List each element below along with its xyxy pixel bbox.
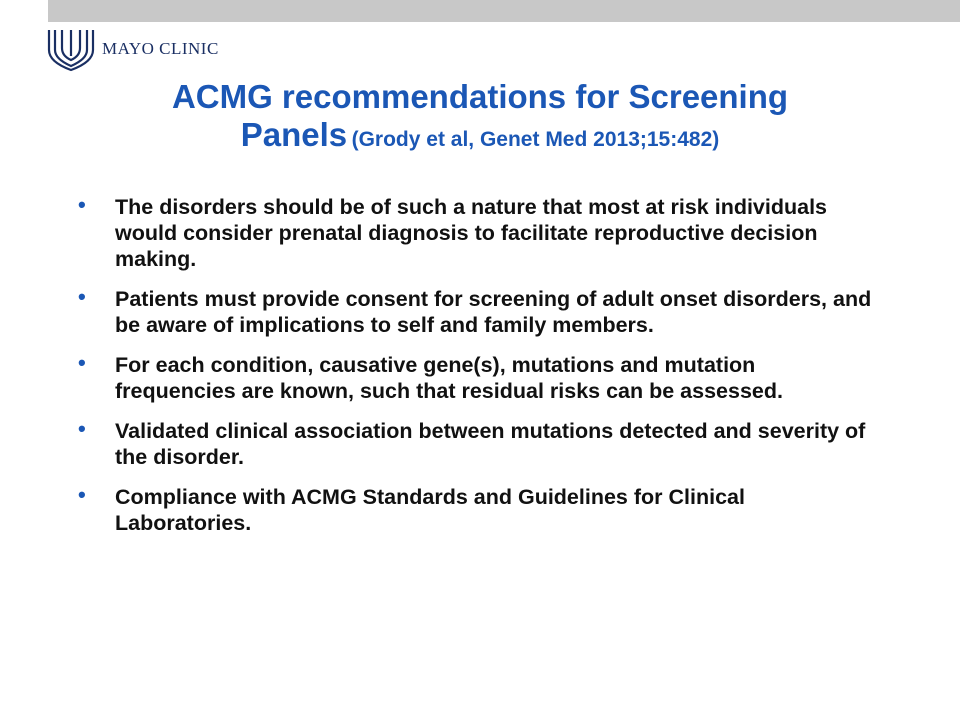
- list-item: [78, 194, 878, 272]
- bullet-text: For each condition, causative gene(s), mutations and mutation frequencies are known, such that residual risks can be assessed.: [115, 353, 783, 403]
- mayo-clinic-logo: [46, 26, 219, 72]
- bullet-dot-icon: •: [78, 482, 86, 507]
- bullet-dot-icon: •: [78, 350, 86, 375]
- bullet-list: [78, 194, 878, 550]
- bullet-text: Compliance with ACMG Standards and Guidelines for Clinical Laboratories.: [115, 485, 745, 535]
- bullet-text: Patients must provide consent for screening of adult onset disorders, and be aware of implications to self and family members.: [115, 287, 872, 337]
- title-citation: (Grody et al, Genet Med 2013;15:482): [351, 128, 720, 151]
- title-line-2: [40, 116, 920, 161]
- list-item: [78, 418, 878, 470]
- bullet-dot-icon: •: [78, 192, 86, 217]
- list-item: [78, 286, 878, 338]
- title-line-1: ACMG recommendations for Screening: [171, 78, 789, 115]
- bullet-dot-icon: •: [78, 416, 86, 441]
- title-line-2-main: Panels: [240, 116, 348, 153]
- list-item: [78, 484, 878, 536]
- slide-title: [40, 78, 920, 161]
- list-item: [78, 352, 878, 404]
- top-bar: [48, 0, 960, 22]
- bullet-text: The disorders should be of such a nature that most at risk individuals would consider prenatal diagnosis to facilitate reproductive decision making.: [115, 195, 828, 271]
- bullet-text: Validated clinical association between mutations detected and severity of the disorder.: [115, 419, 866, 469]
- mayo-shield-icon: [46, 26, 96, 72]
- bullet-dot-icon: •: [78, 284, 86, 309]
- logo-text: MAYO CLINIC: [102, 39, 219, 58]
